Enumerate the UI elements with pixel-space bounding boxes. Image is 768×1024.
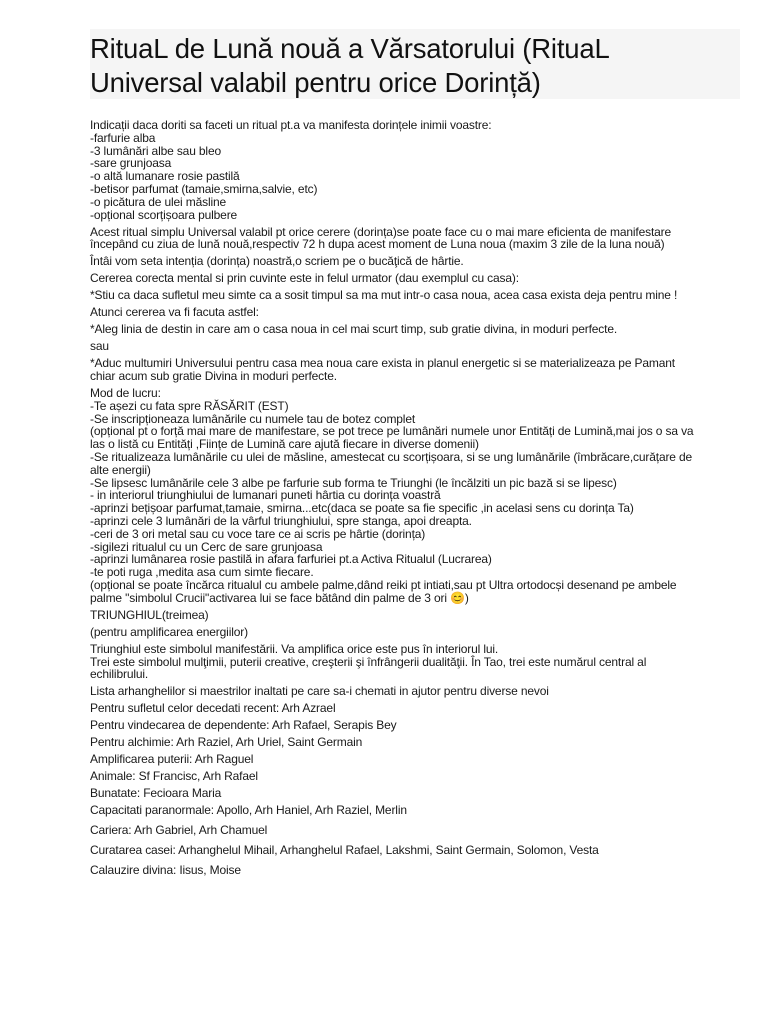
text-line: Acest ritual simplu Universal valabil pt orice cerere (dorința)se poate face cu o mai mare eficienta de manifestare — [90, 224, 672, 239]
text-line: -opțional scorțișoara pulbere — [90, 207, 238, 222]
text-line: -Se ritualizeaza lumânările cu ulei de măsline, amestecat cu scorțișoara, si se ung lumânările (îmbrăcare,curățare de — [90, 450, 693, 465]
paragraph — [90, 387, 750, 605]
paragraph — [90, 255, 750, 268]
text-line: Întâi vom seta intenția (dorința) noastră,o scriem pe o bucăţică de hârtie. — [90, 254, 464, 269]
text-line: Amplificarea puterii: Arh Raguel — [90, 752, 254, 767]
paragraph — [90, 323, 750, 336]
paragraph — [90, 753, 750, 766]
text-line: -te poti ruga ,medita asa cum simte fiecare. — [90, 565, 314, 580]
text-line: -Te așezi cu fata spre RĂSĂRIT (EST) — [90, 398, 289, 413]
text-line: *Aleg linia de destin in care am o casa noua in cel mai scurt timp, sub gratie divina, in moduri perfecte. — [90, 322, 618, 337]
text-line: Calauzire divina: Iisus, Moise — [90, 862, 241, 877]
text-line: -ceri de 3 ori metal sau cu voce tare ce ai scris pe hârtie (dorința) — [90, 526, 426, 541]
paragraph — [90, 609, 750, 622]
text-line: *Aduc multumiri Universului pentru casa mea noua care exista in planul energetic si se materializeaza pe Pamant — [90, 356, 675, 371]
text-line: -aprinzi lumânarea rosie pastilă in afara farfuriei pt.a Activa Ritualul (Lucrarea) — [90, 552, 492, 567]
paragraph — [90, 119, 750, 221]
text-line: TRIUNGHIUL(treimea) — [90, 607, 209, 622]
paragraph — [90, 770, 750, 783]
paragraph — [90, 340, 750, 353]
text-line: Pentru alchimie: Arh Raziel, Arh Uriel, Saint Germain — [90, 735, 363, 750]
text-line: Lista arhanghelilor si maestrilor inaltati pe care sa-i chemati in ajutor pentru diverse nevoi — [90, 684, 549, 699]
text-line: (pentru amplificarea energiilor) — [90, 624, 248, 639]
paragraph — [90, 226, 750, 252]
text-line: Animale: Sf Francisc, Arh Rafael — [90, 769, 258, 784]
paragraph — [90, 824, 750, 837]
text-line: -Se inscripționeaza lumânările cu numele tau de botez complet — [90, 411, 416, 426]
title-line: Universal valabil pentru orice Dorință) — [90, 67, 541, 98]
text-line: începând cu ziua de lună nouă,respectiv 72 h dupa acest moment de Luna noua (maxim 3 zile de la luna nouă) — [90, 237, 665, 252]
text-line: chiar acum sub gratie Divina in moduri perfecte. — [90, 369, 337, 384]
text-line: - in interiorul triunghiului de lumanari puneti hârtia cu dorința voastră — [90, 488, 441, 503]
text-line: -aprinzi bețișoar parfumat,tamaie, smirna...etc(daca se poate sa fie specific ,in acelasi sens cu dorința Ta) — [90, 501, 634, 516]
text-line: Bunatate: Fecioara Maria — [90, 786, 222, 801]
text-line: Cariera: Arh Gabriel, Arh Chamuel — [90, 823, 268, 837]
text-line: alte energii) — [90, 462, 151, 477]
paragraph — [90, 643, 750, 681]
text-line: las o listă cu Entități ,Ființe de Lumină care ajută fiecare in diverse domenii) — [90, 437, 479, 452]
text-line: Mod de lucru: — [90, 386, 161, 401]
paragraph — [90, 736, 750, 749]
text-line: Cererea corecta mental si prin cuvinte este in felul urmator (dau exemplul cu casa): — [90, 271, 519, 286]
text-line: *Stiu ca daca sufletul meu simte ca a sosit timpul sa ma mut intr-o casa noua, acea casa exista deja pentru mine ! — [90, 288, 678, 303]
paragraph — [90, 272, 750, 285]
text-line: -3 lumânări albe sau bleo — [90, 143, 221, 158]
text-line: -farfurie alba — [90, 130, 156, 145]
text-line: Pentru sufletul celor decedati recent: Arh Azrael — [90, 701, 336, 716]
paragraph — [90, 719, 750, 732]
text-line: sau — [90, 339, 109, 354]
text-line: (opțional pt o forță mai mare de manifestare, se pot trece pe lumânări numele unor Entități de Lumină,mai jos o sa va — [90, 424, 694, 439]
text-line: Curatarea casei: Arhanghelul Mihail, Arhanghelul Rafael, Lakshmi, Saint Germain, Solomon, Vesta — [90, 842, 599, 857]
paragraph — [90, 685, 750, 698]
text-line: Triunghiul este simbolul manifestării. Va amplifica orice este pus în interiorul lui. — [90, 641, 499, 656]
text-line: -Se lipsesc lumânările cele 3 albe pe farfurie sub forma te Triunghi (le încălziti un pic bază si se lipesc) — [90, 475, 617, 490]
text-line: -aprinzi cele 3 lumânări de la vârful triunghiului, spre stanga, apoi dreapta. — [90, 514, 472, 528]
paragraph — [90, 844, 750, 857]
text-line: (opțional se poate încărca ritualul cu ambele palme,dând reiki pt intiati,sau pt Ultra ortodocși desenand pe ambele — [90, 577, 677, 592]
text-line: echilibrului. — [90, 667, 149, 682]
page-title — [90, 29, 740, 100]
text-line: Trei este simbolul mulţimii, puterii creative, creşterii şi înfrângerii dualităţii. În Tao, trei este numărul central al — [90, 654, 647, 669]
text-line: -sare grunjoasa — [90, 156, 172, 171]
document-body — [90, 119, 750, 883]
paragraph — [90, 289, 750, 302]
text-line: Atunci cererea va fi facuta astfel: — [90, 305, 259, 320]
text-line: Capacitati paranormale: Apollo, Arh Haniel, Arh Raziel, Merlin — [90, 803, 407, 818]
paragraph — [90, 804, 750, 817]
paragraph — [90, 864, 750, 877]
paragraph — [90, 306, 750, 319]
paragraph — [90, 357, 750, 383]
title-line: RituaL de Lună nouă a Vărsatorului (RituaL — [90, 33, 610, 64]
paragraph — [90, 702, 750, 715]
text-line: -o picătura de ulei măsline — [90, 194, 227, 209]
text-line: palme "simbolul Crucii"activarea lui se face bătând din palme de 3 ori 😊) — [90, 590, 469, 605]
text-line: Indicații daca doriti sa faceti un ritual pt.a va manifesta dorințele inimii voastre: — [90, 118, 492, 132]
text-line: -sigilezi ritualul cu un Cerc de sare grunjoasa — [90, 539, 323, 554]
paragraph — [90, 626, 750, 639]
text-line: Pentru vindecarea de dependente: Arh Rafael, Serapis Bey — [90, 718, 397, 733]
text-line: -betisor parfumat (tamaie,smirna,salvie, etc) — [90, 181, 318, 196]
title-box — [90, 29, 740, 99]
text-line: -o altă lumanare rosie pastilă — [90, 169, 240, 184]
paragraph — [90, 787, 750, 800]
